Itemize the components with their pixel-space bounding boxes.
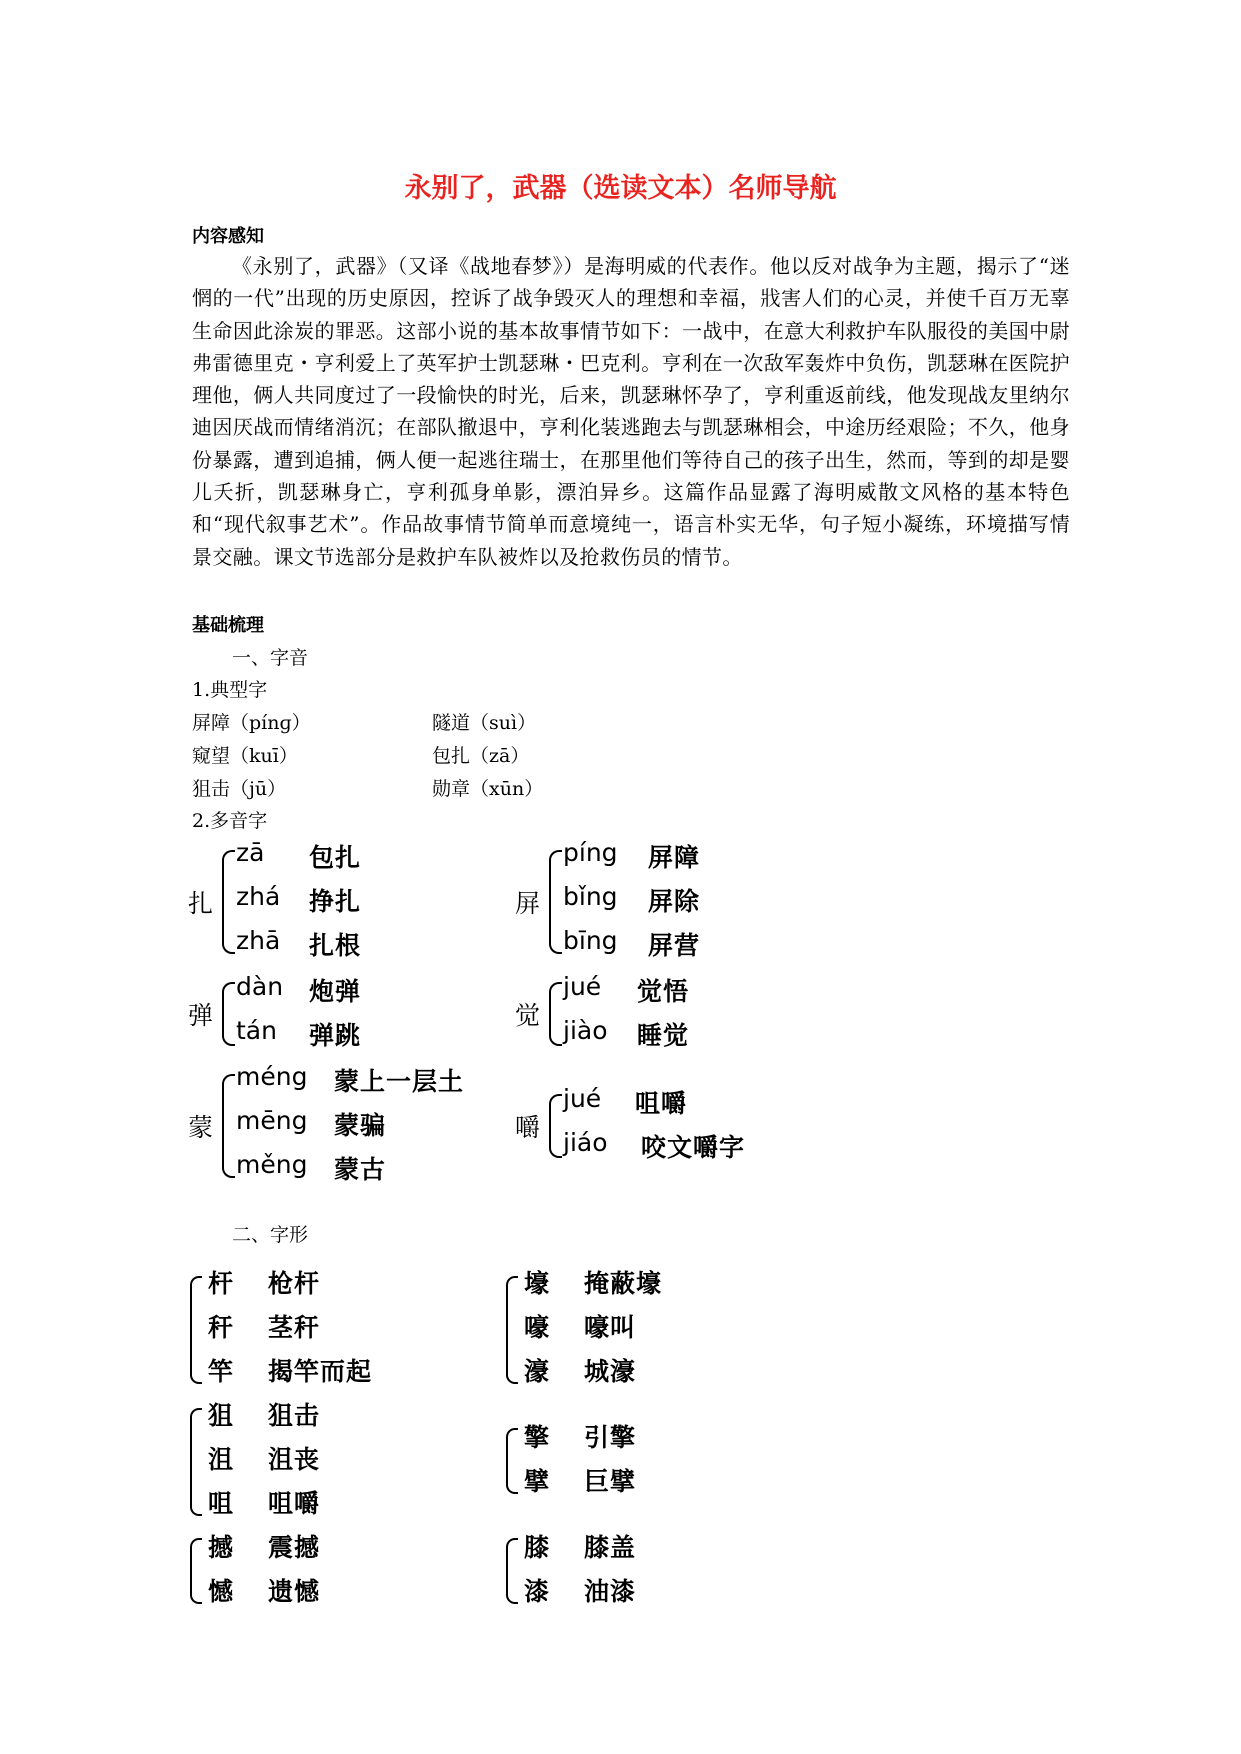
example-word: 引擎: [584, 1423, 637, 1452]
glyph-group: [190, 1528, 450, 1618]
brace: [506, 1538, 518, 1604]
brace: [222, 850, 235, 954]
typical-char-entry: 隧道（suì）: [432, 712, 537, 734]
pinyin: mēng: [236, 1106, 308, 1135]
example-word: 屏营: [648, 931, 701, 960]
sub-heading-polyphones: 2.多音字: [192, 810, 268, 832]
brace: [506, 1428, 518, 1494]
brace: [549, 850, 562, 954]
brace: [222, 1074, 235, 1178]
example-word: 挣扎: [309, 887, 362, 916]
example-word: 屏除: [648, 887, 701, 916]
polyphone-char: 蒙: [188, 1113, 214, 1142]
example-word: 蒙骗: [334, 1111, 387, 1140]
example-word: 嚎叫: [584, 1313, 637, 1342]
pinyin: zā: [236, 838, 265, 867]
glyph-char: 狙: [208, 1401, 234, 1430]
glyph-group: [506, 1528, 766, 1618]
glyph-group: [190, 1264, 450, 1394]
glyph-group: [506, 1264, 766, 1394]
polyphone-group: [188, 838, 428, 968]
glyph-char: 壕: [524, 1269, 550, 1298]
glyph-char: 沮: [208, 1445, 234, 1474]
polyphone-group: [188, 1062, 488, 1192]
typical-char-entry: 窥望（kuī）: [192, 745, 298, 767]
glyph-char: 濠: [524, 1357, 550, 1386]
sub-heading-typical: 1.典型字: [192, 679, 268, 701]
glyph-char: 杆: [208, 1269, 234, 1298]
example-word: 包扎: [309, 843, 362, 872]
section-heading-content: 内容感知: [192, 226, 264, 247]
pinyin: měng: [236, 1150, 308, 1179]
example-word: 炮弹: [309, 977, 362, 1006]
example-word: 震撼: [268, 1533, 321, 1562]
pinyin: píng: [563, 838, 618, 867]
pinyin: zhā: [236, 926, 281, 955]
example-word: 揭竿而起: [268, 1357, 373, 1386]
typical-char-entry: 屏障（pínɡ）: [192, 712, 311, 734]
example-word: 咀嚼: [635, 1089, 688, 1118]
brace: [190, 1276, 202, 1384]
pinyin: jué: [563, 1084, 602, 1113]
pinyin: bīng: [563, 926, 618, 955]
example-word: 弹跳: [309, 1021, 362, 1050]
example-word: 扎根: [309, 931, 362, 960]
polyphone-group: [515, 1084, 815, 1174]
polyphone-char: 扎: [188, 889, 214, 918]
example-word: 茎秆: [268, 1313, 321, 1342]
pinyin: tán: [236, 1016, 277, 1045]
glyph-char: 擎: [524, 1423, 550, 1452]
polyphone-char: 屏: [515, 889, 541, 918]
example-word: 咬文嚼字: [641, 1133, 746, 1162]
glyph-char: 咀: [208, 1489, 234, 1518]
example-word: 咀嚼: [268, 1489, 321, 1518]
example-word: 狙击: [268, 1401, 321, 1430]
example-word: 遗憾: [268, 1577, 321, 1606]
brace: [506, 1276, 518, 1384]
pinyin: méng: [236, 1062, 308, 1091]
glyph-char: 憾: [208, 1577, 234, 1606]
glyph-char: 秆: [208, 1313, 234, 1342]
example-word: 膝盖: [584, 1533, 637, 1562]
example-word: 屏障: [648, 843, 701, 872]
typical-char-entry: 包扎（zā）: [432, 745, 530, 767]
pinyin: bǐng: [563, 882, 618, 911]
example-word: 枪杆: [268, 1269, 321, 1298]
glyph-char: 漆: [524, 1577, 550, 1606]
typical-char-entry: 勋章（xūn）: [432, 778, 544, 800]
polyphone-group: [515, 972, 755, 1062]
brace: [190, 1408, 202, 1516]
pinyin: jué: [563, 972, 602, 1001]
polyphone-char: 弹: [188, 1001, 214, 1030]
example-word: 觉悟: [637, 977, 690, 1006]
glyph-char: 撼: [208, 1533, 234, 1562]
section-heading-basics: 基础梳理: [192, 615, 264, 636]
example-word: 巨擘: [584, 1467, 637, 1496]
brace: [549, 1094, 562, 1158]
pinyin: jiáo: [563, 1128, 608, 1157]
brace: [190, 1538, 202, 1604]
glyph-char: 竿: [208, 1357, 234, 1386]
intro-paragraph: 《永别了，武器》（又译《战地春梦》）是海明威的代表作。他以反对战争为主题，揭示了“迷惘的一代”出现的历史原因，控诉了战争毁灭人的理想和幸福，戕害人们的心灵，并使千百万无辜生命因此涂炭的罪恶。这部小说的基本故事情节如下：一战中，在意大利救护车队服役的美国中尉弗雷德里克・亨利爱上了英军护士凯瑟琳・巴克利。亨利在一次敌军轰炸中负伤，凯瑟琳在医院护理他，俩人共同度过了一段愉快的时光，后来，凯瑟琳怀孕了，亨利重返前线，他发现战友里纳尔迪因厌战而情绪消沉；在部队撤退中，亨利化装逃跑去与凯瑟琳相会，中途历经艰险；不久，他身份暴露，遭到追捕，俩人便一起逃往瑞士，在那里他们等待自己的孩子出生，然而，等到的却是婴儿夭折，凯瑟琳身亡，亨利孤身单影，漂泊异乡。这篇作品显露了海明威散文风格的基本特色和“现代叙事艺术”。作品故事情节简单而意境纯一，语言朴实无华，句子短小凝练，环境描写情景交融。课文节选部分是救护车队被炸以及抢救伤员的情节。: [192, 254, 1070, 569]
polyphone-group: [515, 838, 755, 968]
typical-char-entry: 狙击（jū）: [192, 778, 287, 800]
glyph-char: 擘: [524, 1467, 550, 1496]
polyphone-char: 嚼: [515, 1113, 541, 1142]
pinyin: zhá: [236, 882, 281, 911]
part-heading-glyphs: 二、字形: [232, 1224, 309, 1246]
example-word: 油漆: [584, 1577, 637, 1606]
example-word: 睡觉: [637, 1021, 690, 1050]
page-title: 永别了，武器（选读文本）名师导航: [404, 173, 837, 204]
glyph-char: 嚎: [524, 1313, 550, 1342]
brace: [222, 982, 235, 1046]
glyph-group: [506, 1418, 766, 1508]
example-word: 蒙古: [334, 1155, 387, 1184]
example-word: 掩蔽壕: [584, 1269, 663, 1298]
part-heading-pronunciation: 一、字音: [232, 647, 309, 669]
polyphone-group: [188, 972, 428, 1062]
example-word: 蒙上一层土: [334, 1067, 465, 1096]
example-word: 城濠: [584, 1357, 637, 1386]
brace: [549, 982, 562, 1046]
example-word: 沮丧: [268, 1445, 321, 1474]
glyph-group: [190, 1396, 450, 1526]
pinyin: dàn: [236, 972, 284, 1001]
polyphone-char: 觉: [515, 1001, 541, 1030]
glyph-char: 膝: [524, 1533, 550, 1562]
pinyin: jiào: [563, 1016, 608, 1045]
